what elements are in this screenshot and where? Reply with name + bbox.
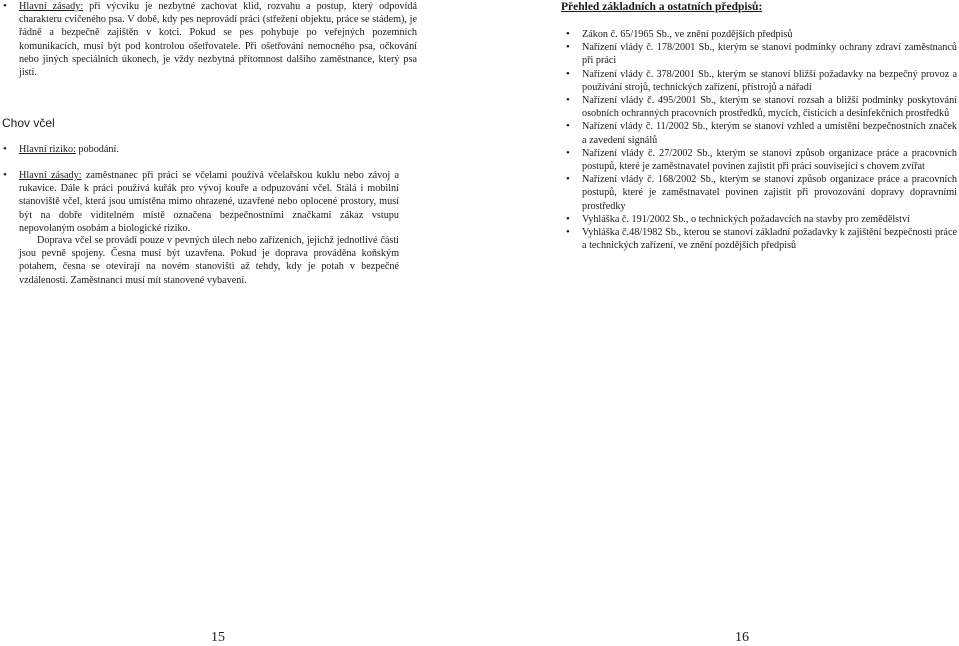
page-number-left: 15 — [211, 630, 225, 645]
regulation-item: • Nařízení vlády č. 168/2002 Sb., kterým se stanoví způsob organizace práce a pracovních postupů, které je zaměstnavatel povinen zajistit při provozování dopravy dopravními prostředky — [564, 173, 957, 213]
bee-risk-bullet — [1, 143, 399, 156]
dog-rules-paragraph — [1, 0, 417, 79]
regulation-item: • Vyhláška č. 191/2002 Sb., o technických požadavcích na stavby pro zemědělství — [564, 213, 957, 226]
regulation-item: • Zákon č. 65/1965 Sb., ve znění pozdějších předpisů — [564, 28, 957, 41]
dog-rules-label: Hlavní zásady: — [19, 1, 84, 12]
page-number-right: 16 — [735, 630, 749, 645]
section-title-bees: Chov včel — [2, 116, 55, 130]
regulation-item: • Nařízení vlády č. 11/2002 Sb., kterým se stanoví vzhled a umístění bezpečnostních značek a zavedení signálů — [564, 120, 957, 146]
bee-risk-label: Hlavní riziko: — [19, 144, 76, 155]
regulations-list — [564, 28, 957, 252]
bee-rules-bullet — [1, 169, 399, 235]
regulation-item: • Nařízení vlády č. 27/2002 Sb., kterým se stanoví způsob organizace práce a pracovních postupů, které je zaměstnavatel povinen zajistit při práci související s chovem zvířat — [564, 147, 957, 173]
bee-rules-label: Hlavní zásady: — [19, 170, 82, 181]
dog-rules-bullet — [19, 0, 417, 79]
bee-risk-paragraph — [1, 143, 399, 156]
bee-rules-paragraph — [1, 169, 399, 235]
bee-transport-block — [19, 234, 399, 287]
bee-transport-paragraph: Doprava včel se provádí pouze v pevných úlech nebo zařízeních, jejichž jednotlivé části jsou pevně spojeny. Česna musí být uzavřena. Pokud je doprava prováděna koňským potahem, česna se otevírají na novém stanovišti až tehdy, kdy je potah v bezpečné vzdálenosti. Zaměstnanci musí mít stanovené vybavení. — [19, 235, 399, 286]
bee-risk-text: pobodání. — [75, 144, 119, 155]
regulation-item: • Nařízení vlády č. 495/2001 Sb., kterým se stanoví rozsah a bližší podmínky poskytování osobních ochranných pracovních prostředků, mycích, čisticích a desinfekčních prostředků — [564, 94, 957, 120]
dog-rules-text: při výcviku je nezbytné zachovat klid, rozvahu a postup, který odpovídá charakteru cvičeného psa. V době, kdy pes neprovádí práci (střežení objektu, práce se stádem), je řádně a bezpečně zajištěn v kotci. Pokud se pes pohybuje po veřejných pozemních komunikacích, musí být pod kontrolou ošetřovatele. Při ošetřování nemocného psa, očkování nebo jiných speciálních úkonech, je vždy nezbytná přítomnost dalšího zaměstnance, který psa jistí. — [19, 1, 417, 79]
regulation-item: • Nařízení vlády č. 378/2001 Sb., kterým se stanoví bližší požadavky na bezpečný provoz a používání strojů, technických zařízení, přístrojů a nářadí — [564, 68, 957, 94]
regulations-heading: Přehled základních a ostatních předpisů: — [561, 1, 763, 13]
regulation-item: • Nařízení vlády č. 178/2001 Sb., kterým se stanoví podmínky ochrany zdraví zaměstnanců při práci — [564, 41, 957, 67]
right-page — [480, 0, 959, 646]
regulation-item: • Vyhláška č.48/1982 Sb., kterou se stanoví základní požadavky k zajištění bezpečnosti práce a technických zařízení, ve znění pozdějších předpisů — [564, 226, 957, 252]
bee-rules-text: zaměstnanec při práci se včelami používá včelařskou kuklu nebo závoj a rukavice. Dále k práci používá kuřák pro vývoj kouře a odpuzování včel. Stálá i mobilní stanoviště včel, která jsou umístěna mimo ohrazené, uzavřené nebo oplocené prostory, musí být na dobře viditelném místě označena bezpečnostními značkami zákaz vstupu nepovolaným osobám a biologické riziko. — [19, 170, 399, 234]
